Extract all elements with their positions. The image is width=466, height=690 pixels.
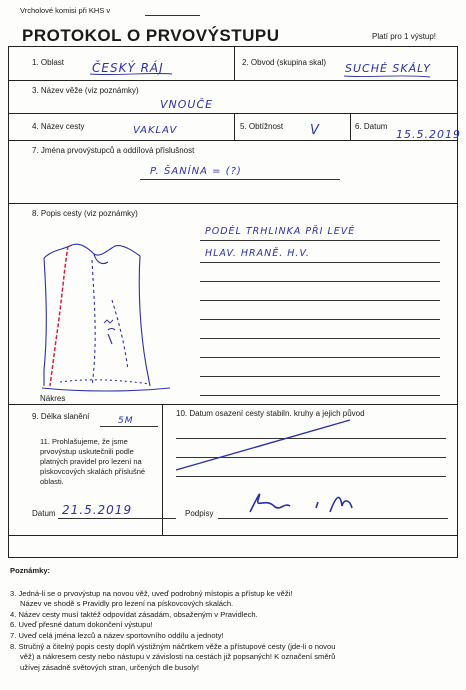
area-value-underline xyxy=(90,73,172,74)
description-line-1: PODÉL TRHLINKA PŘI LEVÉ xyxy=(205,226,356,237)
date-value: 15.5.2019 xyxy=(396,128,461,141)
description-label: 8. Popis cesty (viz poznámky) xyxy=(32,209,138,218)
form-title: PROTOKOL O PRVOVÝSTUPU xyxy=(22,26,280,45)
rappel-label: 9. Délka slanění xyxy=(32,412,90,421)
declaration-text: 11. Prohlašujeme, že jsme prvovýstup uskutečnili podle platných pravidel pro lezení na pískovcových skalách příslušné oblasti. xyxy=(40,437,146,486)
tower-sketch xyxy=(42,244,170,391)
rappel-value: 5M xyxy=(118,416,134,426)
note-item-8-cont-1: věž) a nákresem cesty nebo nástupu v závislosti na cestách již popsaných! K označení směrů xyxy=(20,652,336,662)
tower-label: 3. Název věže (viz poznámky) xyxy=(32,86,139,95)
district-value-underline xyxy=(344,76,430,77)
signature-date-value: 21.5.2019 xyxy=(62,503,133,517)
date-label: 6. Datum xyxy=(355,122,388,131)
signature-date-label: Datum xyxy=(32,509,56,518)
bolts-strikethrough xyxy=(176,420,350,470)
climbers-label: 7. Jména prvovýstupců a oddílová příslušnost xyxy=(32,146,195,155)
notes-heading: Poznámky: xyxy=(10,566,51,575)
grade-label: 5. Obtížnost xyxy=(240,122,284,131)
sketch-label: Nákres xyxy=(40,394,66,403)
note-item-8-cont-2: užívej zásadně světových stran, určených dle busoly! xyxy=(20,662,199,672)
description-line-2: HLAV. HRANĚ. H.V. xyxy=(205,248,310,259)
climbers-value: P. ŠANÍNA = (?) xyxy=(150,166,242,177)
area-value: ČESKÝ RÁJ xyxy=(92,61,164,75)
tower-value: VNOUČE xyxy=(160,98,214,111)
district-label: 2. Obvod (skupina skal) xyxy=(242,58,327,67)
note-item-3-cont: Název ve shodě s Pravidly pro lezení na pískovcových skalách. xyxy=(20,599,234,609)
signatures-label: Podpisy xyxy=(185,509,214,518)
bolts-label: 10. Datum osazení cesty stabiln. kruhy a jejich původ xyxy=(176,409,365,418)
authority-header: Vrcholové komisi při KHS v xyxy=(20,6,111,15)
signature-scribble xyxy=(250,494,352,512)
route-label: 4. Název cesty xyxy=(32,122,85,131)
note-item-3: 3. Jedná-li se o prvovýstup na novou věž, uveď podrobný místopis a přístup ke věži! xyxy=(10,588,293,598)
note-item-6: 6. Uveď přesné datum dokončení výstupu! xyxy=(10,620,153,630)
sketch-annotation-marks xyxy=(104,320,115,330)
notes-section xyxy=(10,566,450,673)
note-item-7: 7. Uveď celá jména lezců a název sportovního oddílu a jednoty! xyxy=(10,630,224,640)
route-value: VAKLAV xyxy=(133,125,178,136)
note-item-8: 8. Stručný a čitelný popis cesty doplň výstižným náčrtkem věže a přístupové cesty (jde-li o novou xyxy=(10,641,336,651)
validity-note: Platí pro 1 výstup! xyxy=(372,32,437,41)
note-item-4: 4. Název cesty musí taktéž odpovídat zásadám, obsaženým v Pravidlech. xyxy=(10,609,258,619)
district-value: SUCHÉ SKÁLY xyxy=(345,62,431,75)
area-label: 1. Oblast xyxy=(32,58,65,67)
grade-value: V xyxy=(310,123,320,138)
